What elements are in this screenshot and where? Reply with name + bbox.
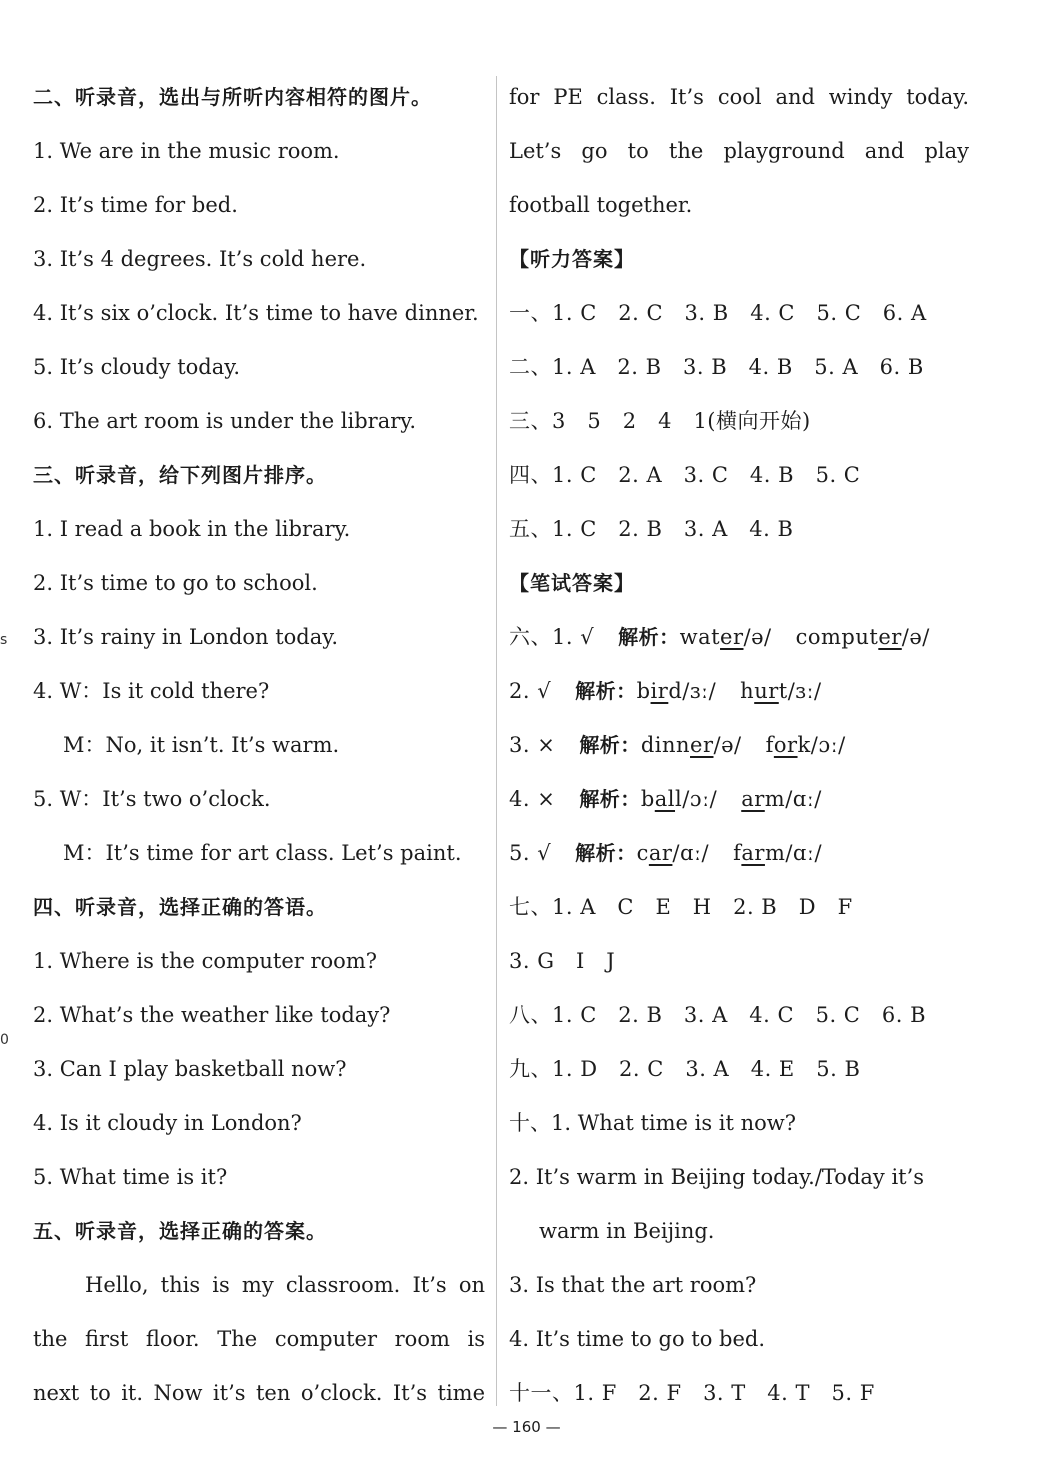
section-heading: 二、听录音，选出与所听内容相符的图片。	[33, 85, 432, 109]
text-line: football together.	[509, 193, 693, 217]
section-heading: 三、听录音，给下列图片排序。	[33, 463, 327, 487]
edge-mark-0: 0	[0, 1032, 9, 1048]
answer-line: 四、1. C 2. A 3. C 4. B 5. C	[509, 463, 861, 487]
text-line: 1. I read a book in the library.	[33, 517, 351, 541]
text-line: 5. W：It’s two o’clock.	[33, 787, 271, 811]
section-heading: 【听力答案】	[509, 247, 635, 271]
underlined-letters: er	[720, 625, 744, 649]
text-line: for PE class. It’s cool and windy today.	[509, 85, 969, 109]
text-line: 5. It’s cloudy today.	[33, 355, 240, 379]
page-number: — 160 —	[492, 1418, 561, 1436]
underlined-letters: ir	[650, 679, 669, 703]
answer-line: 一、1. C 2. C 3. B 4. C 5. C 6. A	[509, 301, 927, 325]
underlined-letters: ar	[741, 841, 765, 865]
section-heading: 【笔试答案】	[509, 571, 635, 595]
analysis-line: 3. × 解析：dinner/ə/ fork/ɔː/	[509, 733, 846, 757]
text-line: 4. W：Is it cold there?	[33, 679, 270, 703]
analysis-label: 解析：	[579, 787, 641, 811]
answer-line: 十一、1. F 2. F 3. T 4. T 5. F	[509, 1381, 875, 1405]
answer-line: 九、1. D 2. C 3. A 4. E 5. B	[509, 1057, 861, 1081]
section-heading: 五、听录音，选择正确的答案。	[33, 1219, 327, 1243]
section-heading: 四、听录音，选择正确的答语。	[33, 895, 327, 919]
text-line: 3. Can I play basketball now?	[33, 1057, 347, 1081]
column-divider	[496, 76, 497, 1406]
underlined-letters: ar	[741, 787, 765, 811]
answer-line: 二、1. A 2. B 3. B 4. B 5. A 6. B	[509, 355, 924, 379]
answer-number: 2. √	[509, 679, 552, 703]
answer-number: 5. √	[509, 841, 552, 865]
underlined-letters: al	[654, 787, 676, 811]
answer-line: 三、3 5 2 4 1(横向开始)	[509, 409, 811, 433]
answer-line: 八、1. C 2. B 3. A 4. C 5. C 6. B	[509, 1003, 927, 1027]
text-line: M：It’s time for art class. Let’s paint.	[63, 841, 462, 865]
answer-line: 2. It’s warm in Beijing today./Today it’s	[509, 1165, 925, 1189]
analysis-label: 解析：	[579, 733, 641, 757]
underlined-letters: er	[878, 625, 902, 649]
text-line: Let’s go to the playground and play	[509, 139, 969, 163]
underlined-letters: er	[690, 733, 714, 757]
text-line: next to it. Now it’s ten o’clock. It’s time	[33, 1381, 485, 1405]
answer-number: 3. ×	[509, 733, 556, 757]
text-line: 4. It’s six o’clock. It’s time to have dinner.	[33, 301, 479, 325]
text-line: 4. Is it cloudy in London?	[33, 1111, 302, 1135]
text-line: 2. It’s time for bed.	[33, 193, 238, 217]
answer-line: 十、1. What time is it now?	[509, 1111, 797, 1135]
analysis-label: 解析：	[575, 679, 637, 703]
answer-line: 3. G I J	[509, 949, 616, 973]
answer-number: 六、1. √	[509, 625, 595, 649]
text-line: 2. What’s the weather like today?	[33, 1003, 391, 1027]
underlined-letters: ar	[648, 841, 673, 865]
answer-line: 七、1. A C E H 2. B D F	[509, 895, 853, 919]
underlined-letters: or	[773, 733, 798, 757]
analysis-line: 2. √ 解析：bird/ɜː/ hurt/ɜː/	[509, 679, 822, 703]
text-line: 1. We are in the music room.	[33, 139, 340, 163]
analysis-line: 4. × 解析：ball/ɔː/ arm/ɑː/	[509, 787, 822, 811]
text-line: 6. The art room is under the library.	[33, 409, 417, 433]
text-line: 1. Where is the computer room?	[33, 949, 377, 973]
edge-mark-s: s	[0, 632, 8, 648]
left-column	[33, 70, 485, 1420]
text-line: the first floor. The computer room is	[33, 1327, 485, 1351]
analysis-line: 5. √ 解析：car/ɑː/ farm/ɑː/	[509, 841, 823, 865]
answer-line: 五、1. C 2. B 3. A 4. B	[509, 517, 794, 541]
text-line: 2. It’s time to go to school.	[33, 571, 318, 595]
underlined-letters: ur	[754, 679, 779, 703]
analysis-line: 六、1. √ 解析：water/ə/ computer/ə/	[509, 625, 930, 649]
answer-line: 4. It’s time to go to bed.	[509, 1327, 766, 1351]
text-line: 3. It’s rainy in London today.	[33, 625, 339, 649]
text-line: M：No, it isn’t. It’s warm.	[63, 733, 340, 757]
answer-line: 3. Is that the art room?	[509, 1273, 757, 1297]
answer-number: 4. ×	[509, 787, 556, 811]
text-line: Hello, this is my classroom. It’s on	[85, 1273, 485, 1297]
text-line: 5. What time is it?	[33, 1165, 228, 1189]
right-column	[509, 70, 969, 1420]
analysis-label: 解析：	[575, 841, 637, 865]
analysis-label: 解析：	[618, 625, 680, 649]
text-line: 3. It’s 4 degrees. It’s cold here.	[33, 247, 367, 271]
answer-line: warm in Beijing.	[539, 1219, 715, 1243]
